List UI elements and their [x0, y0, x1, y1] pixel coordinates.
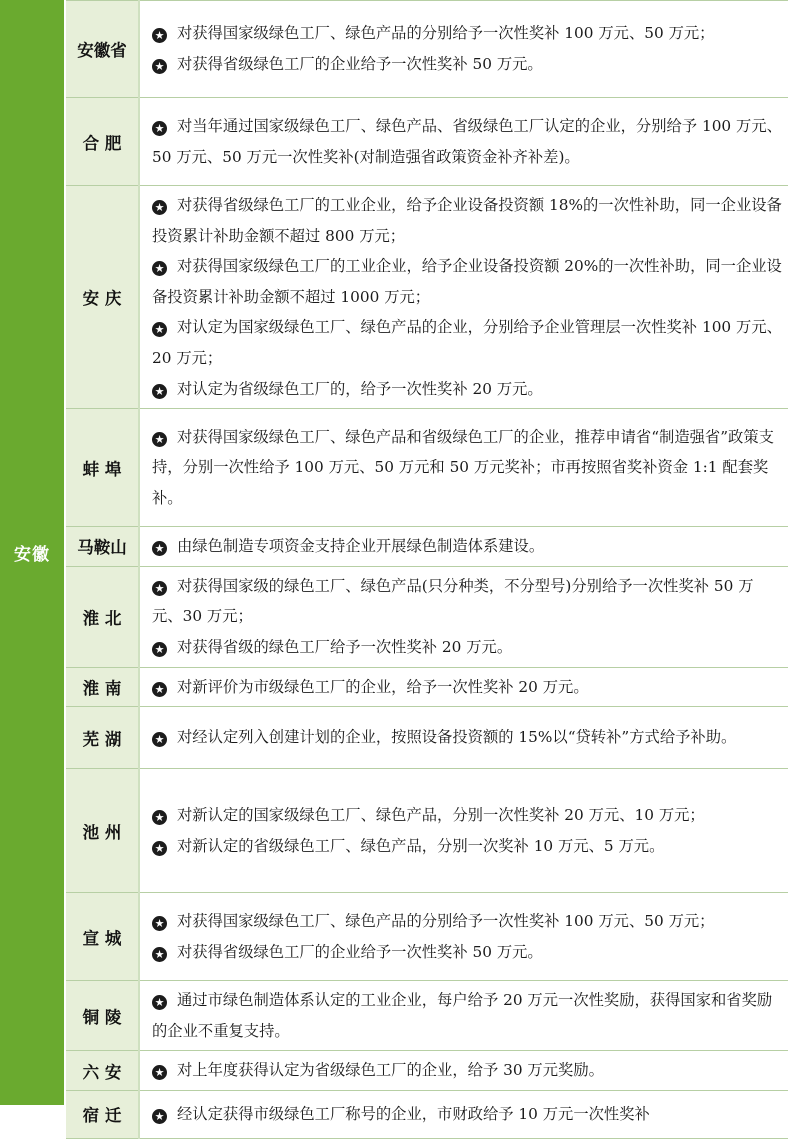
- policy-item: [152, 1055, 782, 1086]
- policy-item-text: 对获得国家级绿色工厂、绿色产品的分别给予一次性奖补 100 万元、50 万元；: [177, 24, 715, 43]
- policy-item-text: 由绿色制造专项资金支持企业开展绿色制造体系建设。: [177, 537, 545, 556]
- city-name: 安 庆: [66, 186, 139, 409]
- policy-item-text: 对获得省级的绿色工厂给予一次性奖补 20 万元。: [177, 637, 513, 656]
- star-bullet-icon: ★: [152, 59, 167, 74]
- policy-content: [139, 667, 788, 707]
- city-name: 宣 城: [66, 893, 139, 981]
- city-name: 淮 北: [66, 566, 139, 667]
- table-row: [66, 1, 788, 98]
- policy-item-text: 对获得国家级绿色工厂、绿色产品的分别给予一次性奖补 100 万元、50 万元；: [177, 912, 715, 931]
- star-bullet-icon: ★: [152, 947, 167, 962]
- star-bullet-icon: ★: [152, 28, 167, 43]
- policy-content: [139, 409, 788, 527]
- table-row: [66, 707, 788, 769]
- policy-item: [152, 831, 782, 862]
- star-bullet-icon: ★: [152, 121, 167, 136]
- province-cell: [0, 0, 64, 1105]
- policy-item-text: 对获得国家级绿色工厂、绿色产品和省级绿色工厂的企业，推荐申请省“制造强省”政策支持，分别一次性给予 100 万元、50 万元和 50 万元奖补；市再按照省奖补资金 1:1 配套奖补。: [152, 427, 774, 507]
- policy-item-text: 对上年度获得认定为省级绿色工厂的企业，给予 30 万元奖励。: [177, 1061, 604, 1080]
- policy-item: [152, 1099, 782, 1130]
- policy-item-text: 对获得省级绿色工厂的工业企业，给予企业设备投资额 18%的一次性补助，同一企业设备投资累计补助金额不超过 800 万元；: [152, 196, 782, 245]
- city-name: 池 州: [66, 769, 139, 893]
- star-bullet-icon: ★: [152, 682, 167, 697]
- policy-item-text: 经认定获得市级绿色工厂称号的企业，市财政给予 10 万元一次性奖补: [177, 1105, 650, 1124]
- city-name: 芜 湖: [66, 707, 139, 769]
- policy-item: [152, 571, 782, 632]
- policy-item: [152, 632, 782, 663]
- policy-item: [152, 722, 782, 753]
- star-bullet-icon: ★: [152, 995, 167, 1010]
- table-row: [66, 981, 788, 1051]
- policy-item: [152, 906, 782, 937]
- policy-item-text: 对获得省级绿色工厂的企业给予一次性奖补 50 万元。: [177, 55, 543, 73]
- policy-content: [139, 981, 788, 1051]
- city-name: 马鞍山: [66, 527, 139, 567]
- policy-item: [152, 800, 782, 831]
- city-name: 蚌 埠: [66, 409, 139, 527]
- policy-item: [152, 531, 782, 562]
- star-bullet-icon: ★: [152, 541, 167, 556]
- policy-item-text: 对认定为国家级绿色工厂、绿色产品的企业，分别给予企业管理层一次性奖补 100 万元、20 万元；: [152, 318, 782, 367]
- table-row: [66, 667, 788, 707]
- policy-item-text: 通过市绿色制造体系认定的工业企业，每户给予 20 万元一次性奖励，获得国家和省奖励的企业不重复支持。: [152, 991, 773, 1040]
- policy-item: [152, 937, 782, 968]
- city-name: 铜 陵: [66, 981, 139, 1051]
- city-name: 安徽省: [66, 1, 139, 98]
- policy-item: [152, 49, 782, 80]
- city-name: 宿 迁: [66, 1090, 139, 1138]
- policy-item-text: 对认定为省级绿色工厂的，给予一次性奖补 20 万元。: [177, 379, 543, 398]
- star-bullet-icon: ★: [152, 384, 167, 399]
- star-bullet-icon: ★: [152, 200, 167, 215]
- city-name: 六 安: [66, 1051, 139, 1091]
- table-row: [66, 186, 788, 409]
- policy-content: [139, 1051, 788, 1091]
- table-row: [66, 769, 788, 893]
- star-bullet-icon: ★: [152, 432, 167, 447]
- policy-item-text: 对获得国家级绿色工厂的工业企业，给予企业设备投资额 20%的一次性补助，同一企业设备投资累计补助金额不超过 1000 万元；: [152, 257, 782, 306]
- star-bullet-icon: ★: [152, 322, 167, 337]
- policy-item-text: 对经认定列入创建计划的企业，按照设备投资额的 15%以“贷转补”方式给予补助。: [177, 728, 737, 747]
- policy-item-text: 对新认定的国家级绿色工厂、绿色产品，分别一次性奖补 20 万元、10 万元；: [177, 806, 705, 825]
- star-bullet-icon: ★: [152, 1065, 167, 1080]
- policy-content: [139, 1, 788, 98]
- table-row: [66, 566, 788, 667]
- policy-content: [139, 707, 788, 769]
- policy-content: [139, 527, 788, 567]
- city-name: 淮 南: [66, 667, 139, 707]
- table-row: [66, 1051, 788, 1091]
- policy-item: [152, 422, 782, 514]
- policy-item-text: 对新评价为市级绿色工厂的企业，给予一次性奖补 20 万元。: [177, 677, 589, 696]
- city-name: 合 肥: [66, 98, 139, 186]
- policy-content: [139, 98, 788, 186]
- policy-item-text: 对当年通过国家级绿色工厂、绿色产品、省级绿色工厂认定的企业，分别给予 100 万元、50 万元、50 万元一次性奖补(对制造强省政策资金补齐补差)。: [152, 116, 782, 166]
- table-row: [66, 98, 788, 186]
- table-row: [66, 409, 788, 527]
- table-row: [66, 893, 788, 981]
- policy-item: [152, 312, 782, 373]
- star-bullet-icon: ★: [152, 642, 167, 657]
- star-bullet-icon: ★: [152, 916, 167, 931]
- table-row: [66, 527, 788, 567]
- policy-item: [152, 251, 782, 312]
- policy-item-text: 对获得国家级的绿色工厂、绿色产品(只分种类，不分型号)分别给予一次性奖补 50 万元、30 万元；: [152, 576, 754, 626]
- policy-item: [152, 985, 782, 1046]
- policy-content: [139, 566, 788, 667]
- policy-item: [152, 374, 782, 405]
- city-policy-table: [66, 0, 788, 1139]
- policy-item: [152, 190, 782, 251]
- star-bullet-icon: ★: [152, 1109, 167, 1124]
- star-bullet-icon: ★: [152, 581, 167, 596]
- table-row: [66, 1090, 788, 1138]
- star-bullet-icon: ★: [152, 732, 167, 747]
- policy-item: [152, 18, 782, 49]
- policy-item: [152, 672, 782, 703]
- policy-content: [139, 1090, 788, 1138]
- policy-item-text: 对获得省级绿色工厂的企业给予一次性奖补 50 万元。: [177, 942, 543, 961]
- province-label: 安徽: [14, 545, 50, 565]
- star-bullet-icon: ★: [152, 810, 167, 825]
- star-bullet-icon: ★: [152, 261, 167, 276]
- star-bullet-icon: ★: [152, 841, 167, 856]
- policy-item-text: 对新认定的省级绿色工厂、绿色产品，分别一次奖补 10 万元、5 万元。: [177, 836, 665, 855]
- policy-content: [139, 893, 788, 981]
- policy-content: [139, 186, 788, 409]
- policy-content: [139, 769, 788, 893]
- policy-item: [152, 111, 782, 172]
